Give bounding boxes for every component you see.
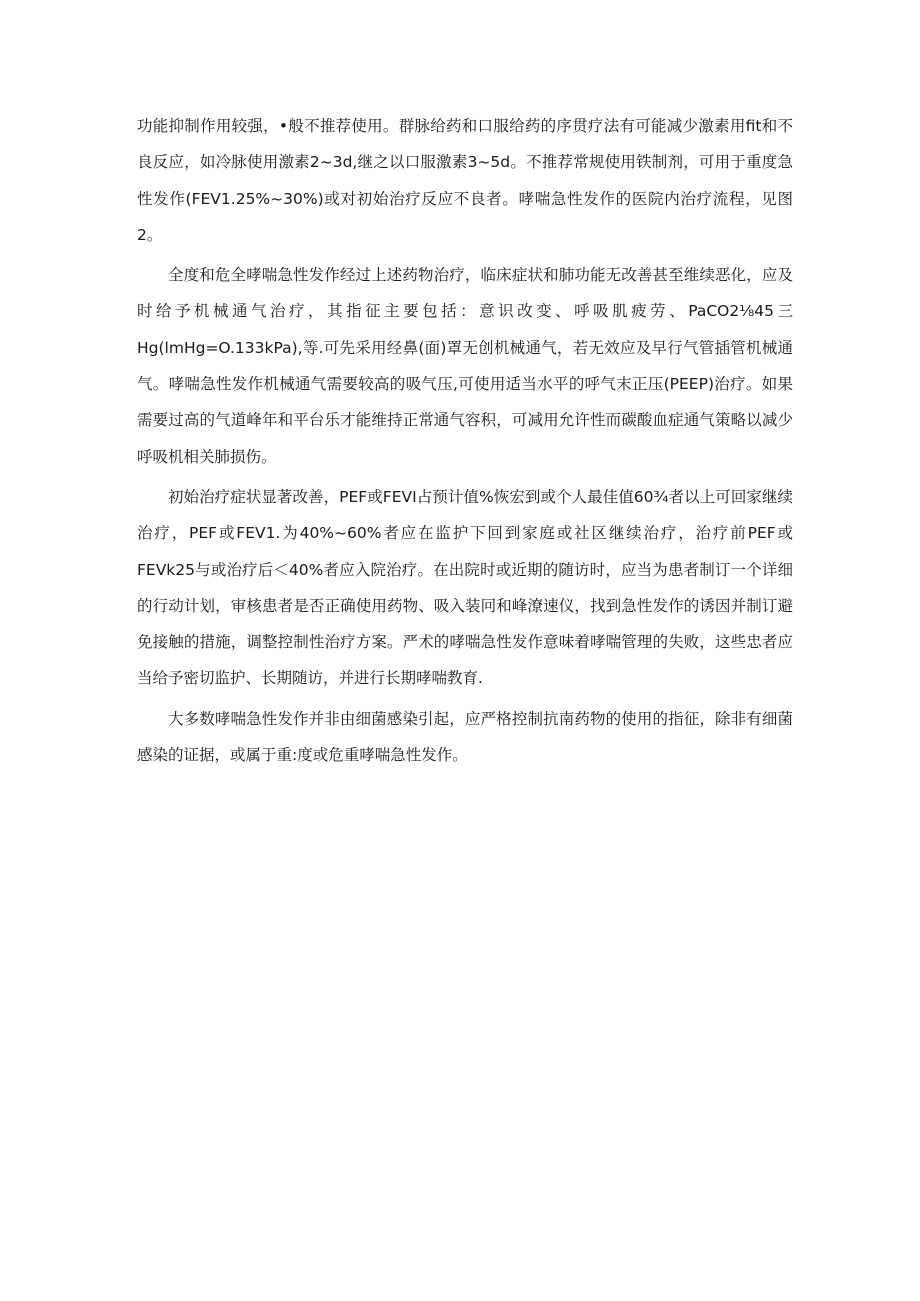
paragraph-2: 全度和危全哮喘急性发作经过上述药物治疗，临床症状和肺功能无改善甚至维续恶化，应及时给予机械通气治疗，其指征主要包括：意识改变、呼吸肌疲劳、PaCO2⅛45三Hg(lmHg=O.133kPa),等.可先采用经鼻(面)罩无创机械通气，若无效应及早行气管插管机械通气。哮喘急性发作机械通气需要较高的吸气压,可使用适当水平的呼气末正压(PEEP)治疗。如果需要过高的气道峰年和平台乐才能维持正常通气容积，可减用允许性而碳酸血症通气策略以减少呼吸机相关肺损伤。	[137, 266, 793, 466]
paragraph-1: 功能抑制作用较强，•般不推荐使用。群脉给药和口服给药的序贯疗法有可能减少激素用fit和不良反应，如冷脉使用激素2~3d,继之以口服激素3~5d。不推荐常规使用铁制剂，可用于重度急性发作(FEV1.25%~30%)或对初始治疗反应不良者。哮喘急性发作的医院内治疗流程，见图2。	[137, 117, 793, 244]
document-body	[137, 108, 793, 773]
paragraph-4: 大多数哮喘急性发作并非由细菌感染引起，应严格控制抗南药物的使用的指征，除非有细菌感染的证据，或属于重:度或危重哮喘急性发作。	[137, 709, 793, 765]
paragraph-3: 初始治疗症状显著改善，PEF或FEVI占预计值%恢宏到或个人最佳值60¾者以上可回家继续治疗，PEF或FEV1.为40%~60%者应在监护下回到家庭或社区继续治疗，治疗前PEF或FEVk25与或治疗后＜40%者应入院治疗。在出院时或近期的随访时，应当为患者制订一个详细的行动计划，审核患者是否正确使用药物、吸入装冋和峰潦速仪，找到急性发作的诱因并制订避免接触的措施，调整控制性治疗方案。严术的哮喘急性发作意味着哮喘管理的失败，这些忠者应当给予密切监护、长期随访，并进行长期哮喘教育.	[137, 487, 793, 688]
